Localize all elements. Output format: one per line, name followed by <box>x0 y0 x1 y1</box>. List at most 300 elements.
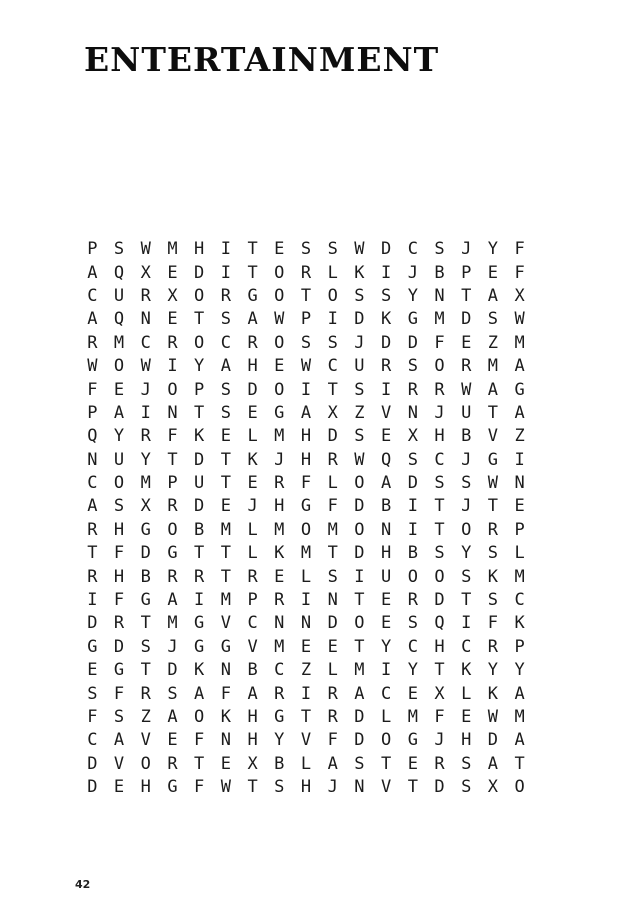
grid-letter: T <box>327 379 338 400</box>
grid-letter: S <box>487 590 499 611</box>
grid-letter: O <box>300 519 312 540</box>
grid-letter: Q <box>380 449 392 470</box>
grid-letter: N <box>514 473 525 494</box>
grid-letter: A <box>487 753 499 774</box>
grid-letter: D <box>194 262 205 283</box>
grid-letter: H <box>247 730 258 751</box>
grid-letter: N <box>300 613 312 634</box>
grid-letter: R <box>167 496 178 517</box>
grid-letter: T <box>514 753 525 774</box>
grid-letter: M <box>167 613 178 634</box>
grid-letter: M <box>300 543 312 564</box>
grid-letter: T <box>300 707 312 727</box>
grid-letter: D <box>487 730 499 751</box>
grid-letter: V <box>380 402 392 423</box>
grid-letter: R <box>87 566 98 587</box>
grid-letter: R <box>220 285 231 306</box>
grid-letter: W <box>487 473 499 494</box>
grid-letter: X <box>167 285 178 306</box>
grid-letter: R <box>407 379 418 400</box>
grid-letter: N <box>354 777 365 798</box>
grid-letter: T <box>380 753 392 774</box>
grid-letter: H <box>300 426 312 447</box>
grid-letter: U <box>380 566 392 587</box>
grid-letter: I <box>380 660 392 681</box>
grid-letter: Y <box>487 660 499 681</box>
grid-letter: R <box>140 285 151 306</box>
grid-letter: T <box>327 543 338 564</box>
grid-letter: R <box>87 519 98 540</box>
grid-letter: C <box>87 730 98 751</box>
grid-letter: A <box>247 309 258 330</box>
grid-letter: D <box>87 777 98 798</box>
grid-letter: O <box>434 566 445 587</box>
grid-letter: F <box>194 777 205 798</box>
grid-letter: E <box>113 777 125 798</box>
grid-letter: I <box>354 566 365 587</box>
grid-letter: A <box>113 730 125 751</box>
grid-letter: V <box>380 777 392 798</box>
grid-letter: V <box>247 636 258 657</box>
grid-letter: W <box>140 356 151 377</box>
grid-letter: S <box>487 309 499 330</box>
grid-letter: E <box>274 239 285 260</box>
grid-letter: C <box>247 613 258 634</box>
grid-letter: T <box>247 262 258 283</box>
grid-letter: E <box>220 753 231 774</box>
grid-letter: D <box>380 332 392 353</box>
grid-letter: A <box>300 402 312 423</box>
grid-letter: T <box>194 753 205 774</box>
grid-letter: D <box>327 613 338 634</box>
grid-letter: G <box>407 730 418 751</box>
grid-letter: K <box>461 660 472 681</box>
grid-letter: K <box>514 613 525 634</box>
grid-letter: S <box>461 753 472 774</box>
grid-letter: J <box>434 730 445 751</box>
grid-letter: Q <box>434 613 445 634</box>
grid-letter: I <box>194 590 205 611</box>
grid-letter: T <box>487 496 499 517</box>
grid-letter: M <box>113 332 125 353</box>
grid-letter: E <box>247 473 258 494</box>
grid-letter: C <box>434 449 445 470</box>
grid-letter: O <box>514 777 525 798</box>
grid-letter: R <box>487 636 499 657</box>
grid-letter: T <box>87 543 98 564</box>
grid-letter: H <box>300 777 312 798</box>
grid-letter: T <box>461 285 472 306</box>
grid-letter: D <box>354 309 365 330</box>
grid-letter: P <box>194 379 205 400</box>
grid-letter: M <box>487 356 499 377</box>
grid-letter: U <box>113 285 125 306</box>
grid-letter: O <box>167 519 178 540</box>
grid-letter: G <box>247 285 258 306</box>
grid-letter: S <box>300 239 312 260</box>
grid-letter: S <box>113 239 125 260</box>
grid-letter: E <box>247 402 258 423</box>
grid-letter: N <box>327 590 338 611</box>
grid-letter: A <box>220 356 231 377</box>
grid-letter: D <box>247 379 258 400</box>
grid-letter: F <box>434 332 445 353</box>
grid-letter: X <box>487 777 499 798</box>
grid-letter: A <box>87 496 98 517</box>
grid-letter: L <box>247 543 258 564</box>
grid-letter: S <box>113 707 125 727</box>
grid-letter: C <box>220 332 231 353</box>
grid-letter: I <box>167 356 178 377</box>
grid-letter: A <box>87 309 98 330</box>
grid-letter: T <box>407 777 418 798</box>
grid-letter: S <box>140 636 151 657</box>
grid-letter: U <box>461 402 472 423</box>
grid-letter: O <box>274 285 285 306</box>
grid-letter: G <box>167 543 178 564</box>
grid-letter: B <box>140 566 151 587</box>
grid-letter: F <box>434 707 445 727</box>
grid-letter: N <box>140 309 151 330</box>
grid-letter: K <box>274 543 285 564</box>
grid-letter: P <box>167 473 178 494</box>
grid-letter: I <box>380 262 392 283</box>
grid-letter: N <box>220 730 231 751</box>
grid-letter: I <box>461 613 472 634</box>
grid-letter: Z <box>487 332 499 353</box>
grid-letter: P <box>87 239 98 260</box>
grid-letter: H <box>380 543 392 564</box>
grid-letter: B <box>434 262 445 283</box>
grid-letter: G <box>194 636 205 657</box>
grid-letter: R <box>327 707 338 727</box>
page-number: 42 <box>75 878 91 891</box>
grid-letter: R <box>274 590 285 611</box>
grid-letter: N <box>380 519 392 540</box>
grid-letter: L <box>300 566 312 587</box>
grid-letter: M <box>514 332 525 353</box>
grid-letter: A <box>87 262 98 283</box>
grid-letter: J <box>274 449 285 470</box>
grid-letter: Z <box>140 707 151 727</box>
grid-letter: S <box>407 613 418 634</box>
grid-letter: C <box>87 473 98 494</box>
grid-letter: S <box>220 309 231 330</box>
grid-letter: R <box>487 519 499 540</box>
grid-letter: J <box>247 496 258 517</box>
grid-letter: N <box>87 449 98 470</box>
grid-letter: C <box>461 636 472 657</box>
grid-letter: H <box>274 496 285 517</box>
grid-letter: D <box>434 777 445 798</box>
grid-letter: E <box>87 660 98 681</box>
grid-letter: P <box>87 402 98 423</box>
grid-letter: J <box>461 239 472 260</box>
grid-letter: O <box>194 707 205 727</box>
grid-letter: S <box>461 777 472 798</box>
grid-letter: G <box>140 519 151 540</box>
grid-letter: Y <box>380 636 392 657</box>
grid-letter: E <box>407 753 418 774</box>
grid-letter: S <box>354 379 365 400</box>
grid-letter: T <box>220 566 231 587</box>
grid-letter: H <box>461 730 472 751</box>
grid-letter: R <box>167 332 178 353</box>
grid-letter: O <box>461 519 472 540</box>
grid-letter: M <box>167 239 178 260</box>
grid-letter: F <box>220 683 231 704</box>
grid-letter: I <box>300 379 312 400</box>
grid-letter: J <box>407 262 418 283</box>
grid-letter: T <box>194 309 205 330</box>
grid-letter: G <box>220 636 231 657</box>
grid-letter: W <box>274 309 285 330</box>
grid-letter: M <box>274 426 285 447</box>
grid-letter: Y <box>113 426 125 447</box>
grid-letter: E <box>167 730 178 751</box>
grid-letter: O <box>113 356 125 377</box>
grid-letter: S <box>167 683 178 704</box>
grid-letter: J <box>434 402 445 423</box>
grid-letter: E <box>327 636 338 657</box>
grid-letter: O <box>113 473 125 494</box>
grid-letter: Z <box>300 660 312 681</box>
grid-letter: A <box>194 683 205 704</box>
grid-letter: R <box>247 332 258 353</box>
grid-letter: S <box>434 473 445 494</box>
grid-letter: E <box>380 590 392 611</box>
grid-letter: G <box>87 636 98 657</box>
grid-letter: I <box>407 496 418 517</box>
grid-letter: O <box>380 730 392 751</box>
grid-letter: G <box>113 660 125 681</box>
grid-letter: A <box>247 683 258 704</box>
grid-letter: V <box>113 753 125 774</box>
grid-letter: A <box>354 683 365 704</box>
grid-letter: A <box>167 590 178 611</box>
grid-letter: Q <box>87 426 98 447</box>
grid-letter: B <box>194 519 205 540</box>
grid-letter: S <box>434 543 445 564</box>
grid-letter: W <box>87 356 98 377</box>
grid-letter: S <box>113 496 125 517</box>
grid-letter: F <box>327 496 338 517</box>
grid-letter: F <box>113 683 125 704</box>
grid-letter: N <box>220 660 231 681</box>
grid-letter: T <box>247 239 258 260</box>
grid-letter: A <box>113 402 125 423</box>
grid-letter: E <box>274 566 285 587</box>
grid-letter: Y <box>274 730 285 751</box>
grid-letter: H <box>434 426 445 447</box>
grid-letter: I <box>380 379 392 400</box>
grid-letter: C <box>87 285 98 306</box>
grid-letter: L <box>327 660 338 681</box>
grid-letter: K <box>247 449 258 470</box>
grid-letter: J <box>167 636 178 657</box>
grid-letter: D <box>113 636 125 657</box>
grid-letter: A <box>380 473 392 494</box>
grid-letter: S <box>300 332 312 353</box>
grid-letter: R <box>274 473 285 494</box>
grid-letter: D <box>434 590 445 611</box>
grid-letter: B <box>407 543 418 564</box>
grid-letter: P <box>461 262 472 283</box>
grid-letter: M <box>514 707 525 727</box>
grid-letter: S <box>354 426 365 447</box>
grid-letter: K <box>487 683 499 704</box>
grid-letter: E <box>300 636 312 657</box>
grid-letter: K <box>194 426 205 447</box>
grid-letter: R <box>434 379 445 400</box>
grid-letter: P <box>514 519 525 540</box>
grid-letter: E <box>487 262 499 283</box>
grid-letter: O <box>274 332 285 353</box>
grid-letter: J <box>461 449 472 470</box>
grid-letter: G <box>274 402 285 423</box>
grid-letter: R <box>247 566 258 587</box>
grid-letter: T <box>434 660 445 681</box>
grid-letter: F <box>327 730 338 751</box>
grid-letter: X <box>140 262 151 283</box>
grid-letter: R <box>87 332 98 353</box>
grid-letter: S <box>407 356 418 377</box>
grid-letter: I <box>327 309 338 330</box>
grid-letter: O <box>434 356 445 377</box>
grid-letter: V <box>487 426 499 447</box>
grid-letter: S <box>87 683 98 704</box>
grid-letter: E <box>380 426 392 447</box>
grid-letter: L <box>300 753 312 774</box>
grid-letter: E <box>167 309 178 330</box>
grid-letter: D <box>87 753 98 774</box>
grid-letter: V <box>220 613 231 634</box>
grid-letter: O <box>274 262 285 283</box>
grid-letter: E <box>461 707 472 727</box>
grid-letter: S <box>434 239 445 260</box>
grid-letter: A <box>514 402 525 423</box>
grid-letter: S <box>274 777 285 798</box>
grid-letter: E <box>220 496 231 517</box>
grid-letter: A <box>487 379 499 400</box>
grid-letter: I <box>220 262 231 283</box>
grid-letter: L <box>247 426 258 447</box>
grid-letter: D <box>167 660 178 681</box>
grid-letter: B <box>380 496 392 517</box>
grid-letter: E <box>113 379 125 400</box>
grid-letter: G <box>167 777 178 798</box>
grid-letter: O <box>327 285 338 306</box>
grid-letter: R <box>140 683 151 704</box>
grid-letter: N <box>407 402 418 423</box>
grid-letter: L <box>514 543 525 564</box>
grid-letter: Q <box>113 262 125 283</box>
grid-letter: I <box>514 449 525 470</box>
grid-letter: G <box>140 590 151 611</box>
grid-letter: T <box>434 496 445 517</box>
grid-letter: O <box>140 753 151 774</box>
grid-letter: O <box>167 379 178 400</box>
grid-letter: D <box>140 543 151 564</box>
grid-letter: H <box>247 707 258 727</box>
grid-letter: K <box>380 309 392 330</box>
grid-letter: D <box>354 730 365 751</box>
grid-letter: M <box>434 309 445 330</box>
grid-letter: A <box>514 683 525 704</box>
grid-letter: T <box>220 543 231 564</box>
grid-letter: Y <box>514 660 525 681</box>
grid-letter: A <box>514 730 525 751</box>
grid-letter: N <box>167 402 178 423</box>
grid-letter: K <box>220 707 231 727</box>
grid-letter: B <box>247 660 258 681</box>
grid-letter: D <box>354 543 365 564</box>
grid-letter: S <box>354 753 365 774</box>
grid-letter: R <box>407 590 418 611</box>
grid-letter: L <box>247 519 258 540</box>
grid-letter: T <box>167 449 178 470</box>
grid-letter: G <box>514 379 525 400</box>
grid-letter: F <box>514 239 525 260</box>
grid-letter: D <box>407 473 418 494</box>
grid-letter: G <box>194 613 205 634</box>
grid-letter: W <box>300 356 312 377</box>
grid-letter: P <box>514 636 525 657</box>
grid-letter: W <box>220 777 231 798</box>
grid-letter: F <box>300 473 312 494</box>
grid-letter: I <box>140 402 151 423</box>
grid-letter: M <box>140 473 151 494</box>
grid-letter: S <box>327 566 338 587</box>
grid-letter: U <box>113 449 125 470</box>
grid-letter: W <box>514 309 525 330</box>
grid-letter: H <box>247 356 258 377</box>
grid-letter: T <box>354 590 365 611</box>
grid-letter: M <box>327 519 338 540</box>
grid-letter: F <box>487 613 499 634</box>
grid-letter: I <box>300 590 312 611</box>
grid-letter: F <box>113 543 125 564</box>
grid-letter: O <box>194 285 205 306</box>
grid-letter: F <box>167 426 178 447</box>
grid-letter: D <box>380 239 392 260</box>
grid-letter: S <box>354 285 365 306</box>
grid-letter: R <box>194 566 205 587</box>
grid-letter: T <box>354 636 365 657</box>
grid-letter: R <box>140 426 151 447</box>
grid-letter: Z <box>354 402 365 423</box>
grid-letter: X <box>140 496 151 517</box>
grid-letter: B <box>274 753 285 774</box>
grid-letter: I <box>300 683 312 704</box>
grid-letter: W <box>487 707 499 727</box>
grid-letter: R <box>300 262 312 283</box>
grid-letter: M <box>407 707 418 727</box>
grid-letter: L <box>380 707 392 727</box>
grid-letter: F <box>514 262 525 283</box>
grid-letter: C <box>407 636 418 657</box>
grid-letter: Y <box>487 239 499 260</box>
grid-letter: P <box>247 590 258 611</box>
grid-letter: K <box>194 660 205 681</box>
grid-letter: O <box>407 566 418 587</box>
grid-letter: H <box>113 519 125 540</box>
grid-letter: Q <box>113 309 125 330</box>
grid-letter: P <box>300 309 312 330</box>
grid-letter: R <box>327 449 338 470</box>
grid-letter: D <box>461 309 472 330</box>
grid-letter: T <box>220 449 231 470</box>
